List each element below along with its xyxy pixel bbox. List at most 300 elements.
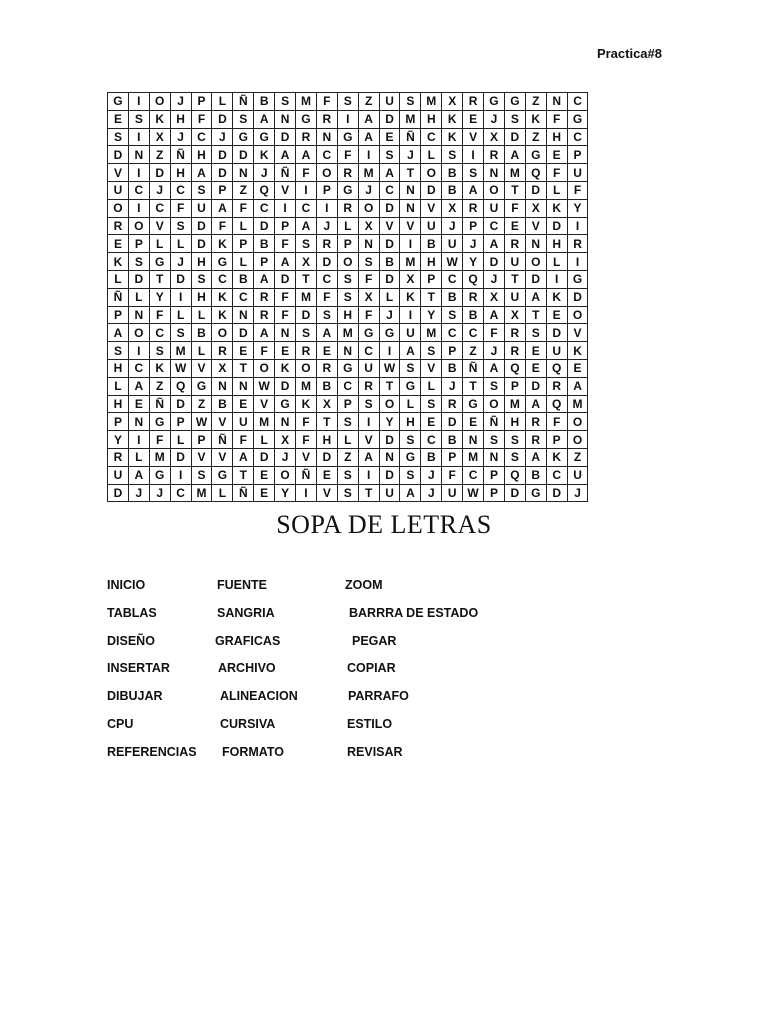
grid-cell: X	[442, 199, 463, 217]
grid-cell: E	[504, 217, 525, 235]
grid-cell: C	[567, 128, 588, 146]
grid-cell: M	[400, 110, 421, 128]
grid-cell: D	[379, 110, 400, 128]
grid-cell: I	[400, 306, 421, 324]
grid-cell: S	[108, 342, 129, 360]
grid-cell: Y	[275, 484, 296, 502]
grid-cell: O	[358, 199, 379, 217]
grid-row	[108, 342, 588, 360]
grid-cell: C	[421, 431, 442, 449]
grid-cell: O	[484, 181, 505, 199]
grid-cell: X	[296, 253, 317, 271]
grid-cell: A	[484, 235, 505, 253]
word-item: FUENTE	[217, 578, 267, 592]
grid-cell: E	[254, 484, 275, 502]
grid-cell: C	[296, 199, 317, 217]
grid-cell: L	[149, 235, 170, 253]
grid-cell: P	[504, 377, 525, 395]
grid-cell: I	[546, 270, 567, 288]
grid-cell: M	[567, 395, 588, 413]
grid-cell: S	[337, 413, 358, 431]
grid-cell: J	[421, 466, 442, 484]
grid-cell: F	[191, 110, 212, 128]
grid-cell: A	[296, 146, 317, 164]
grid-cell: V	[316, 484, 337, 502]
grid-cell: B	[442, 181, 463, 199]
grid-cell: P	[567, 146, 588, 164]
grid-cell: A	[400, 342, 421, 360]
grid-cell: T	[233, 466, 254, 484]
grid-cell: D	[567, 288, 588, 306]
grid-cell: J	[254, 164, 275, 182]
grid-cell: R	[316, 110, 337, 128]
grid-cell: S	[504, 110, 525, 128]
grid-cell: A	[484, 306, 505, 324]
word-item: CURSIVA	[220, 716, 276, 731]
grid-cell: U	[567, 466, 588, 484]
grid-cell: K	[212, 288, 233, 306]
grid-cell: U	[108, 466, 129, 484]
grid-cell: T	[421, 288, 442, 306]
grid-cell: H	[337, 306, 358, 324]
grid-cell: S	[442, 306, 463, 324]
grid-cell: L	[233, 253, 254, 271]
grid-cell: O	[337, 253, 358, 271]
grid-cell: B	[442, 359, 463, 377]
grid-cell: E	[421, 413, 442, 431]
grid-cell: R	[484, 146, 505, 164]
grid-cell: C	[546, 466, 567, 484]
grid-cell: X	[504, 306, 525, 324]
grid-cell: Ñ	[275, 164, 296, 182]
grid-cell: L	[233, 217, 254, 235]
grid-cell: F	[149, 431, 170, 449]
grid-cell: R	[337, 199, 358, 217]
grid-cell: Y	[149, 288, 170, 306]
grid-cell: L	[254, 431, 275, 449]
grid-cell: G	[567, 270, 588, 288]
grid-cell: S	[400, 359, 421, 377]
grid-cell: F	[546, 413, 567, 431]
grid-cell: X	[525, 199, 546, 217]
grid-cell: T	[379, 377, 400, 395]
grid-row	[108, 128, 588, 146]
grid-cell: P	[484, 466, 505, 484]
grid-cell: B	[191, 324, 212, 342]
grid-cell: P	[546, 431, 567, 449]
grid-cell: I	[296, 181, 317, 199]
grid-cell: P	[108, 306, 129, 324]
grid-cell: J	[128, 484, 149, 502]
grid-cell: A	[316, 324, 337, 342]
grid-cell: B	[254, 93, 275, 111]
grid-cell: I	[128, 164, 149, 182]
grid-cell: R	[254, 288, 275, 306]
word-row	[107, 689, 567, 717]
grid-cell: D	[316, 253, 337, 271]
grid-cell: Q	[546, 359, 567, 377]
grid-cell: O	[567, 413, 588, 431]
grid-cell: R	[358, 377, 379, 395]
grid-cell: P	[254, 253, 275, 271]
grid-cell: U	[379, 93, 400, 111]
grid-cell: G	[296, 110, 317, 128]
grid-cell: J	[379, 306, 400, 324]
grid-cell: C	[442, 270, 463, 288]
grid-cell: D	[525, 377, 546, 395]
grid-cell: R	[463, 288, 484, 306]
word-row	[107, 634, 567, 662]
grid-cell: I	[128, 431, 149, 449]
grid-cell: D	[379, 466, 400, 484]
grid-cell: N	[128, 306, 149, 324]
grid-row	[108, 164, 588, 182]
grid-cell: R	[254, 306, 275, 324]
grid-cell: A	[484, 359, 505, 377]
grid-cell: D	[108, 484, 129, 502]
grid-cell: C	[128, 181, 149, 199]
grid-cell: A	[525, 395, 546, 413]
grid-cell: M	[400, 253, 421, 271]
grid-cell: F	[358, 306, 379, 324]
grid-cell: A	[358, 128, 379, 146]
grid-cell: U	[400, 324, 421, 342]
grid-cell: M	[296, 377, 317, 395]
grid-cell: S	[379, 146, 400, 164]
grid-row	[108, 413, 588, 431]
grid-row	[108, 288, 588, 306]
grid-cell: S	[504, 448, 525, 466]
grid-cell: P	[463, 217, 484, 235]
grid-cell: H	[421, 253, 442, 271]
grid-cell: H	[546, 128, 567, 146]
grid-cell: C	[358, 342, 379, 360]
grid-cell: M	[149, 448, 170, 466]
grid-cell: Ñ	[400, 128, 421, 146]
grid-cell: N	[484, 448, 505, 466]
grid-cell: R	[463, 199, 484, 217]
grid-cell: S	[337, 93, 358, 111]
grid-cell: C	[170, 181, 191, 199]
grid-cell: D	[316, 448, 337, 466]
grid-cell: J	[316, 217, 337, 235]
grid-cell: S	[233, 110, 254, 128]
grid-cell: G	[212, 466, 233, 484]
grid-cell: O	[128, 217, 149, 235]
grid-cell: A	[275, 146, 296, 164]
grid-cell: R	[442, 395, 463, 413]
grid-row	[108, 324, 588, 342]
grid-cell: I	[128, 199, 149, 217]
grid-cell: T	[504, 181, 525, 199]
word-row	[107, 717, 567, 745]
grid-cell: X	[358, 288, 379, 306]
grid-cell: D	[504, 128, 525, 146]
grid-cell: P	[128, 235, 149, 253]
grid-cell: F	[233, 199, 254, 217]
grid-cell: G	[337, 359, 358, 377]
grid-cell: M	[504, 395, 525, 413]
grid-cell: P	[337, 235, 358, 253]
grid-cell: V	[358, 431, 379, 449]
word-item: SANGRIA	[217, 605, 275, 620]
grid-cell: U	[504, 253, 525, 271]
word-item: ARCHIVO	[218, 661, 276, 676]
grid-cell: Ñ	[233, 93, 254, 111]
grid-cell: D	[254, 448, 275, 466]
grid-cell: J	[421, 484, 442, 502]
grid-cell: J	[149, 181, 170, 199]
grid-cell: T	[149, 270, 170, 288]
grid-cell: H	[421, 110, 442, 128]
grid-cell: Z	[233, 181, 254, 199]
grid-cell: B	[316, 377, 337, 395]
grid-cell: D	[546, 217, 567, 235]
grid-cell: Y	[421, 306, 442, 324]
grid-cell: D	[212, 146, 233, 164]
grid-cell: O	[108, 199, 129, 217]
grid-cell: D	[170, 270, 191, 288]
grid-cell: S	[358, 253, 379, 271]
grid-cell: W	[254, 377, 275, 395]
grid-cell: O	[212, 324, 233, 342]
grid-cell: D	[525, 270, 546, 288]
grid-cell: F	[316, 93, 337, 111]
grid-cell: G	[400, 377, 421, 395]
grid-cell: J	[484, 270, 505, 288]
grid-cell: Z	[358, 93, 379, 111]
grid-cell: J	[484, 342, 505, 360]
grid-cell: D	[379, 199, 400, 217]
grid-cell: U	[442, 484, 463, 502]
grid-cell: S	[191, 270, 212, 288]
word-item: ALINEACION	[220, 689, 298, 704]
grid-cell: T	[296, 270, 317, 288]
grid-cell: J	[170, 93, 191, 111]
grid-cell: E	[546, 146, 567, 164]
grid-cell: H	[170, 110, 191, 128]
grid-cell: Y	[463, 253, 484, 271]
grid-cell: B	[421, 235, 442, 253]
grid-row	[108, 199, 588, 217]
grid-cell: A	[296, 217, 317, 235]
grid-cell: A	[254, 270, 275, 288]
page-title: SOPA DE LETRAS	[276, 510, 492, 539]
grid-cell: M	[170, 342, 191, 360]
grid-cell: M	[191, 484, 212, 502]
word-item: REFERENCIAS	[107, 744, 197, 759]
grid-cell: L	[421, 377, 442, 395]
grid-cell: F	[546, 164, 567, 182]
grid-cell: F	[316, 288, 337, 306]
grid-cell: K	[296, 395, 317, 413]
grid-cell: W	[170, 359, 191, 377]
grid-cell: R	[316, 235, 337, 253]
grid-cell: S	[337, 270, 358, 288]
grid-cell: F	[275, 288, 296, 306]
grid-cell: C	[463, 324, 484, 342]
grid-cell: S	[525, 324, 546, 342]
grid-cell: M	[421, 324, 442, 342]
grid-cell: R	[504, 342, 525, 360]
grid-cell: G	[400, 448, 421, 466]
grid-cell: K	[212, 306, 233, 324]
grid-cell: L	[170, 431, 191, 449]
grid-cell: S	[400, 466, 421, 484]
grid-cell: N	[275, 110, 296, 128]
grid-cell: M	[254, 413, 275, 431]
grid-cell: D	[191, 235, 212, 253]
grid-cell: N	[546, 93, 567, 111]
grid-cell: A	[400, 484, 421, 502]
grid-cell: N	[233, 306, 254, 324]
grid-cell: S	[504, 431, 525, 449]
grid-cell: O	[379, 395, 400, 413]
grid-cell: P	[233, 235, 254, 253]
word-item: CPU	[107, 716, 134, 731]
grid-cell: K	[149, 110, 170, 128]
grid-cell: P	[191, 93, 212, 111]
grid-cell: G	[504, 93, 525, 111]
grid-cell: I	[170, 466, 191, 484]
grid-cell: V	[463, 128, 484, 146]
grid-cell: J	[484, 110, 505, 128]
grid-cell: N	[337, 342, 358, 360]
grid-cell: W	[442, 253, 463, 271]
grid-cell: G	[212, 253, 233, 271]
grid-cell: W	[463, 484, 484, 502]
grid-cell: B	[254, 235, 275, 253]
grid-cell: I	[337, 110, 358, 128]
grid-cell: S	[296, 324, 317, 342]
grid-cell: K	[212, 235, 233, 253]
grid-cell: L	[108, 377, 129, 395]
grid-cell: S	[421, 342, 442, 360]
grid-cell: K	[254, 146, 275, 164]
grid-cell: H	[316, 431, 337, 449]
grid-cell: T	[358, 484, 379, 502]
grid-cell: B	[525, 466, 546, 484]
grid-cell: A	[128, 377, 149, 395]
grid-cell: G	[275, 395, 296, 413]
grid-cell: N	[463, 431, 484, 449]
grid-cell: F	[504, 199, 525, 217]
grid-cell: S	[442, 146, 463, 164]
grid-cell: I	[567, 217, 588, 235]
grid-cell: F	[296, 164, 317, 182]
grid-cell: L	[546, 181, 567, 199]
grid-cell: C	[337, 377, 358, 395]
grid-cell: G	[484, 93, 505, 111]
grid-cell: J	[442, 377, 463, 395]
grid-cell: P	[275, 217, 296, 235]
grid-cell: J	[358, 181, 379, 199]
grid-cell: A	[254, 110, 275, 128]
grid-cell: O	[316, 164, 337, 182]
grid-cell: X	[149, 128, 170, 146]
grid-cell: E	[567, 359, 588, 377]
word-item: PEGAR	[352, 633, 397, 648]
grid-cell: M	[504, 164, 525, 182]
page-label: Practica#8	[596, 46, 662, 61]
grid-cell: C	[442, 324, 463, 342]
word-row	[107, 745, 567, 773]
grid-cell: N	[233, 377, 254, 395]
grid-cell: S	[296, 235, 317, 253]
grid-cell: Ñ	[212, 431, 233, 449]
grid-cell: F	[170, 199, 191, 217]
grid-cell: O	[525, 253, 546, 271]
grid-cell: D	[504, 484, 525, 502]
grid-row	[108, 217, 588, 235]
grid-cell: A	[463, 181, 484, 199]
grid-cell: H	[504, 413, 525, 431]
grid-cell: F	[567, 181, 588, 199]
grid-cell: Q	[463, 270, 484, 288]
grid-cell: V	[379, 217, 400, 235]
grid-cell: S	[337, 484, 358, 502]
grid-row	[108, 181, 588, 199]
grid-cell: W	[191, 413, 212, 431]
grid-cell: V	[254, 395, 275, 413]
grid-cell: G	[379, 324, 400, 342]
grid-cell: R	[337, 164, 358, 182]
grid-cell: T	[400, 164, 421, 182]
grid-cell: V	[421, 199, 442, 217]
grid-cell: D	[254, 217, 275, 235]
grid-cell: Q	[170, 377, 191, 395]
grid-cell: C	[379, 181, 400, 199]
grid-cell: C	[149, 199, 170, 217]
grid-row	[108, 270, 588, 288]
grid-cell: L	[212, 484, 233, 502]
grid-cell: E	[254, 466, 275, 484]
grid-cell: O	[421, 164, 442, 182]
grid-cell: I	[296, 484, 317, 502]
grid-cell: D	[484, 253, 505, 271]
grid-cell: J	[400, 146, 421, 164]
grid-cell: N	[233, 164, 254, 182]
grid-cell: N	[316, 128, 337, 146]
grid-cell: I	[358, 466, 379, 484]
grid-cell: X	[484, 288, 505, 306]
grid-cell: P	[442, 448, 463, 466]
grid-cell: Z	[337, 448, 358, 466]
grid-cell: B	[212, 395, 233, 413]
grid-cell: B	[233, 270, 254, 288]
grid-cell: S	[484, 377, 505, 395]
grid-cell: L	[170, 235, 191, 253]
grid-cell: G	[463, 395, 484, 413]
grid-cell: G	[149, 413, 170, 431]
grid-cell: L	[108, 270, 129, 288]
grid-cell: Z	[567, 448, 588, 466]
grid-cell: A	[128, 466, 149, 484]
grid-cell: N	[212, 377, 233, 395]
grid-cell: V	[525, 217, 546, 235]
grid-cell: P	[421, 270, 442, 288]
grid-cell: H	[400, 413, 421, 431]
grid-cell: C	[567, 93, 588, 111]
grid-cell: J	[567, 484, 588, 502]
grid-cell: K	[567, 342, 588, 360]
grid-row	[108, 253, 588, 271]
grid-cell: F	[275, 235, 296, 253]
grid-cell: E	[128, 395, 149, 413]
grid-cell: A	[525, 448, 546, 466]
grid-cell: X	[358, 217, 379, 235]
grid-cell: T	[504, 270, 525, 288]
